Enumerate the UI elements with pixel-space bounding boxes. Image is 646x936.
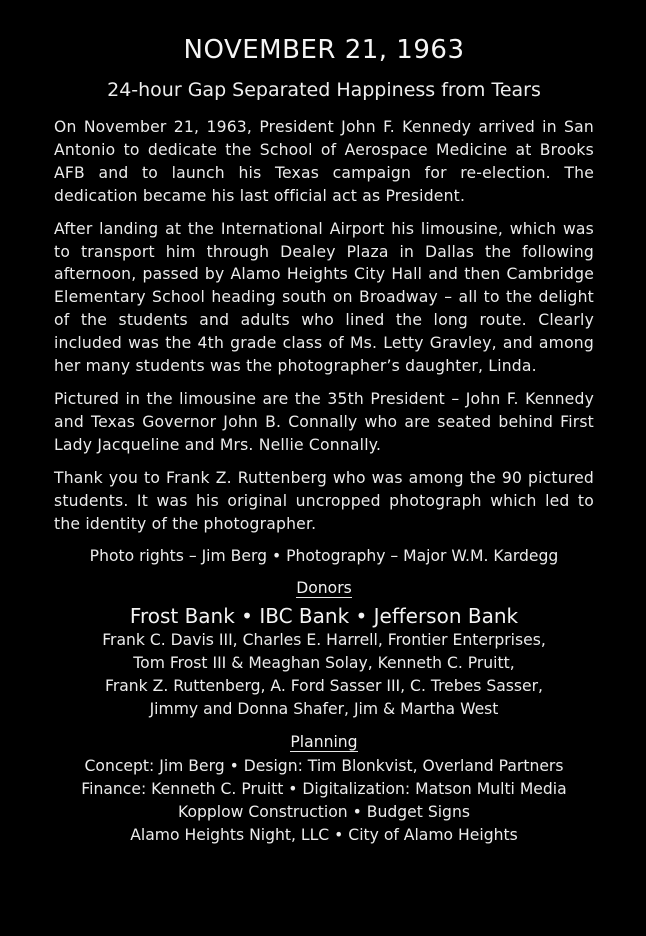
planning-heading [54,731,594,753]
planning-heading-label: Planning [290,733,358,752]
donors-heading-label: Donors [296,579,352,598]
donor-line: Jimmy and Donna Shafer, Jim & Martha West [149,700,499,719]
donor-line: Tom Frost III & Meaghan Solay, Kenneth C. Pruitt, [133,654,515,673]
photo-credits: Photo rights – Jim Berg • Photography – Major W.M. Kardegg [89,547,559,566]
donors-heading [54,577,594,599]
donor-line: Frank Z. Ruttenberg, A. Ford Sasser III, C. Trebes Sasser, [105,677,543,696]
planning-line: Alamo Heights Night, LLC • City of Alamo Heights [130,826,518,845]
paragraph-arrival: On November 21, 1963, President John F. Kennedy arrived in San Antonio to dedicate the School of Aerospace Medicine at Brooks AFB and to launch his Texas campaign for re-election. The dedication became his last official act as President. [54,118,594,205]
donor-list [54,629,594,721]
planning-line: Finance: Kenneth C. Pruitt • Digitalization: Matson Multi Media [81,780,567,799]
donor-line: Frank C. Davis III, Charles E. Harrell, Frontier Enterprises, [102,631,546,650]
planning-list [54,755,594,847]
planning-line: Kopplow Construction • Budget Signs [178,803,470,822]
planning-line: Concept: Jim Berg • Design: Tim Blonkvist, Overland Partners [84,757,564,776]
paragraph-route: After landing at the International Airport his limousine, which was to transport him through Dealey Plaza in Dallas the following afternoon, passed by Alamo Heights City Hall and then Cambridge Elementary School heading south on Broadway – all to the delight of the students and adults who lined the long route. Clearly included was the 4th grade class of Ms. Letty Gravley, and among her many students was the photographer’s daughter, Linda. [54,219,594,376]
donor-banks: Frost Bank • IBC Bank • Jefferson Bank [129,604,519,629]
paragraph-limousine: Pictured in the limousine are the 35th President – John F. Kennedy and Texas Governor John B. Connally who are seated behind First Lady Jacqueline and Mrs. Nellie Connally. [54,389,594,454]
paragraph-thanks: Thank you to Frank Z. Ruttenberg who was among the 90 pictured students. It was his original uncropped photograph which led to the identity of the photographer. [54,468,594,533]
plaque-title: NOVEMBER 21, 1963 [183,35,465,65]
plaque-subtitle: 24-hour Gap Separated Happiness from Tears [107,79,541,101]
